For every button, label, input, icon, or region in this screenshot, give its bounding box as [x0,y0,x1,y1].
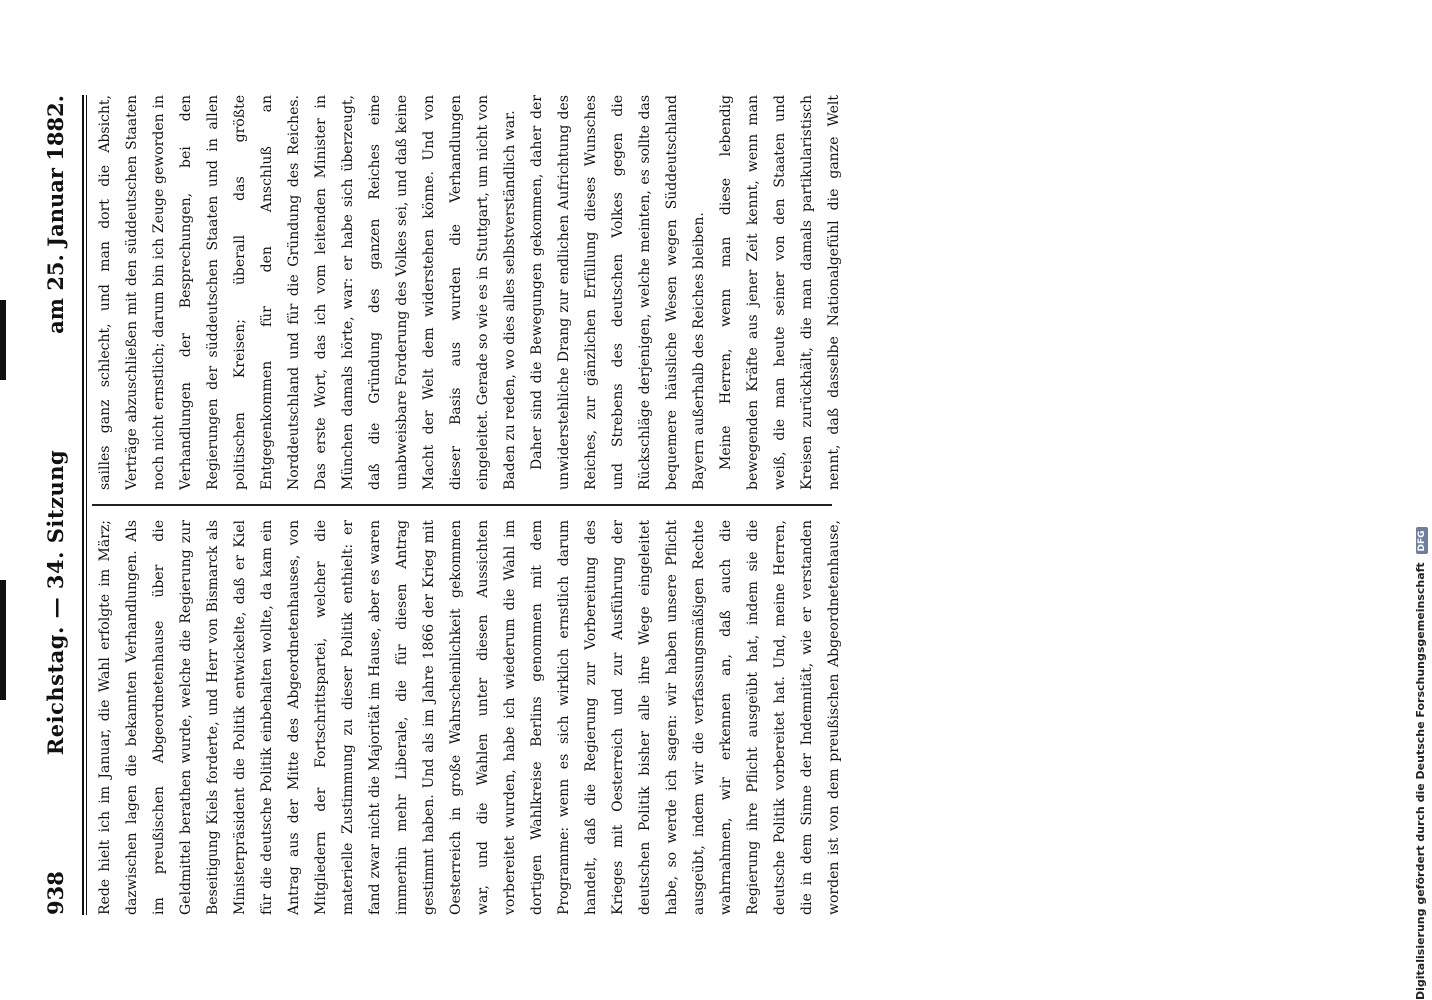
paragraph: Rede hielt ich im Januar, die Wahl erfolgte im März; dazwischen lagen die bekannten Verhandlungen. Als im preußischen Abgeordnetenhause über die Geldmittel berathen wurde, welche die Regierung zur Beseitigung Kiels forderte, und Herr von Bismarck als Ministerpräsident die Politik entwickelte, daß er Kiel für die deutsche Politik einbehalten wollte, da kam ein Antrag aus der Mitte des Abgeordnetenhauses, von Mitgliedern der Fortschrittspartei, welcher die materielle Zustimmung zu dieser Politik enthielt: er fand zwar nicht die Majorität im Hause, aber es waren immerhin mehr Liberale, die für diesen Antrag gestimmt haben. Und als im Jahre 1866 der Krieg mit Oesterreich in große Wahrscheinlichkeit gekommen war, und die Wahlen unter diesen Aussichten vorbereitet wurden, habe ich wiederum die Wahl im dortigen Wahlkreise Berlins genommen mit dem Programme: wenn es sich wirklich ernstlich darum handelt, daß die Regierung zur Vorbereitung des Krieges mit Oesterreich und zur Ausführung der deutschen Politik bisher alle ihre Wege eingeleitet habe, so werde ich sagen: wir haben unsere Pflicht ausgeübt, indem wir die verfassungsmäßigen Rechte wahrnahmen, wir erkennen an, daß auch die Regierung ihre Pflicht ausgeübt hat, indem sie die deutsche Politik vorbereitet hat. Und, meine Herren, die in dem Sinne der Indemnität, wie er verstanden worden ist von dem preußischen Abgeordnetenhause, [97,520,842,915]
right-column [92,95,852,490]
paragraph: sailles ganz schlecht, und man dort die Absicht, Verträge abzuschließen mit den süddeutschen Staaten noch nicht ernstlich; darum bin ich Zeuge geworden in Verhandlungen der Besprechungen, bei den Regierungen der süddeutschen Staaten und in allen politischen Kreisen; überall das größte Entgegenkommen für den Anschluß an Norddeutschland und für die Gründung des Reiches. Das erste Wort, das ich vom leitenden Minister in München damals hörte, war: er habe sich überzeugt, daß die Gründung des ganzen Reiches eine unabweisbare Forderung des Volkes sei, und daß keine Macht der Welt dem widerstehen könne. Und von dieser Basis aus wurden die Verhandlungen eingeleitet. Gerade so wie es in Stuttgart, um nicht von Baden zu reden, wo dies alles selbstverständlich war. [97,95,518,490]
header-rule [82,95,84,915]
scan-edge-mark [0,580,6,700]
paragraph: Daher sind die Bewegungen gekommen, daher der unwiderstehliche Drang zur endlichen Aufrichtung des Reiches, zur gänzlichen Erfüllung dieses Wunsches und Strebens des deutschen Volkes gegen die Rückschläge derjenigen, welche meinten, es sollte das bequemere häusliche Wesen wegen Süddeutschland Bayern außerhalb des Reiches bleiben. [529,95,707,490]
column-divider [92,504,832,506]
page-title: Reichstag. — 34. Sitzung [42,449,68,756]
page-number: 938 [42,871,68,915]
dfg-logo: DFG [1416,527,1428,554]
paragraph: Meine Herren, wenn man diese lebendig bewegenden Kräfte aus jener Zeit kennt, wenn man weiß, die man heute seiner von den Staaten und Kreisen zurückhält, die man damals partikularistisch nennt, daß dasselbe Nationalgefühl die ganze Welt [718,95,842,490]
scan-edge-mark [0,300,6,380]
session-date: am 25. Januar 1882. [42,95,68,334]
left-column [92,520,852,915]
digitization-credit [1410,0,1432,1000]
credit-text: Digitalisierung gefördert durch die Deutsche Forschungsgemeinschaft [1414,562,1427,1000]
page-header [30,95,80,915]
header-rule-thin [86,95,87,915]
